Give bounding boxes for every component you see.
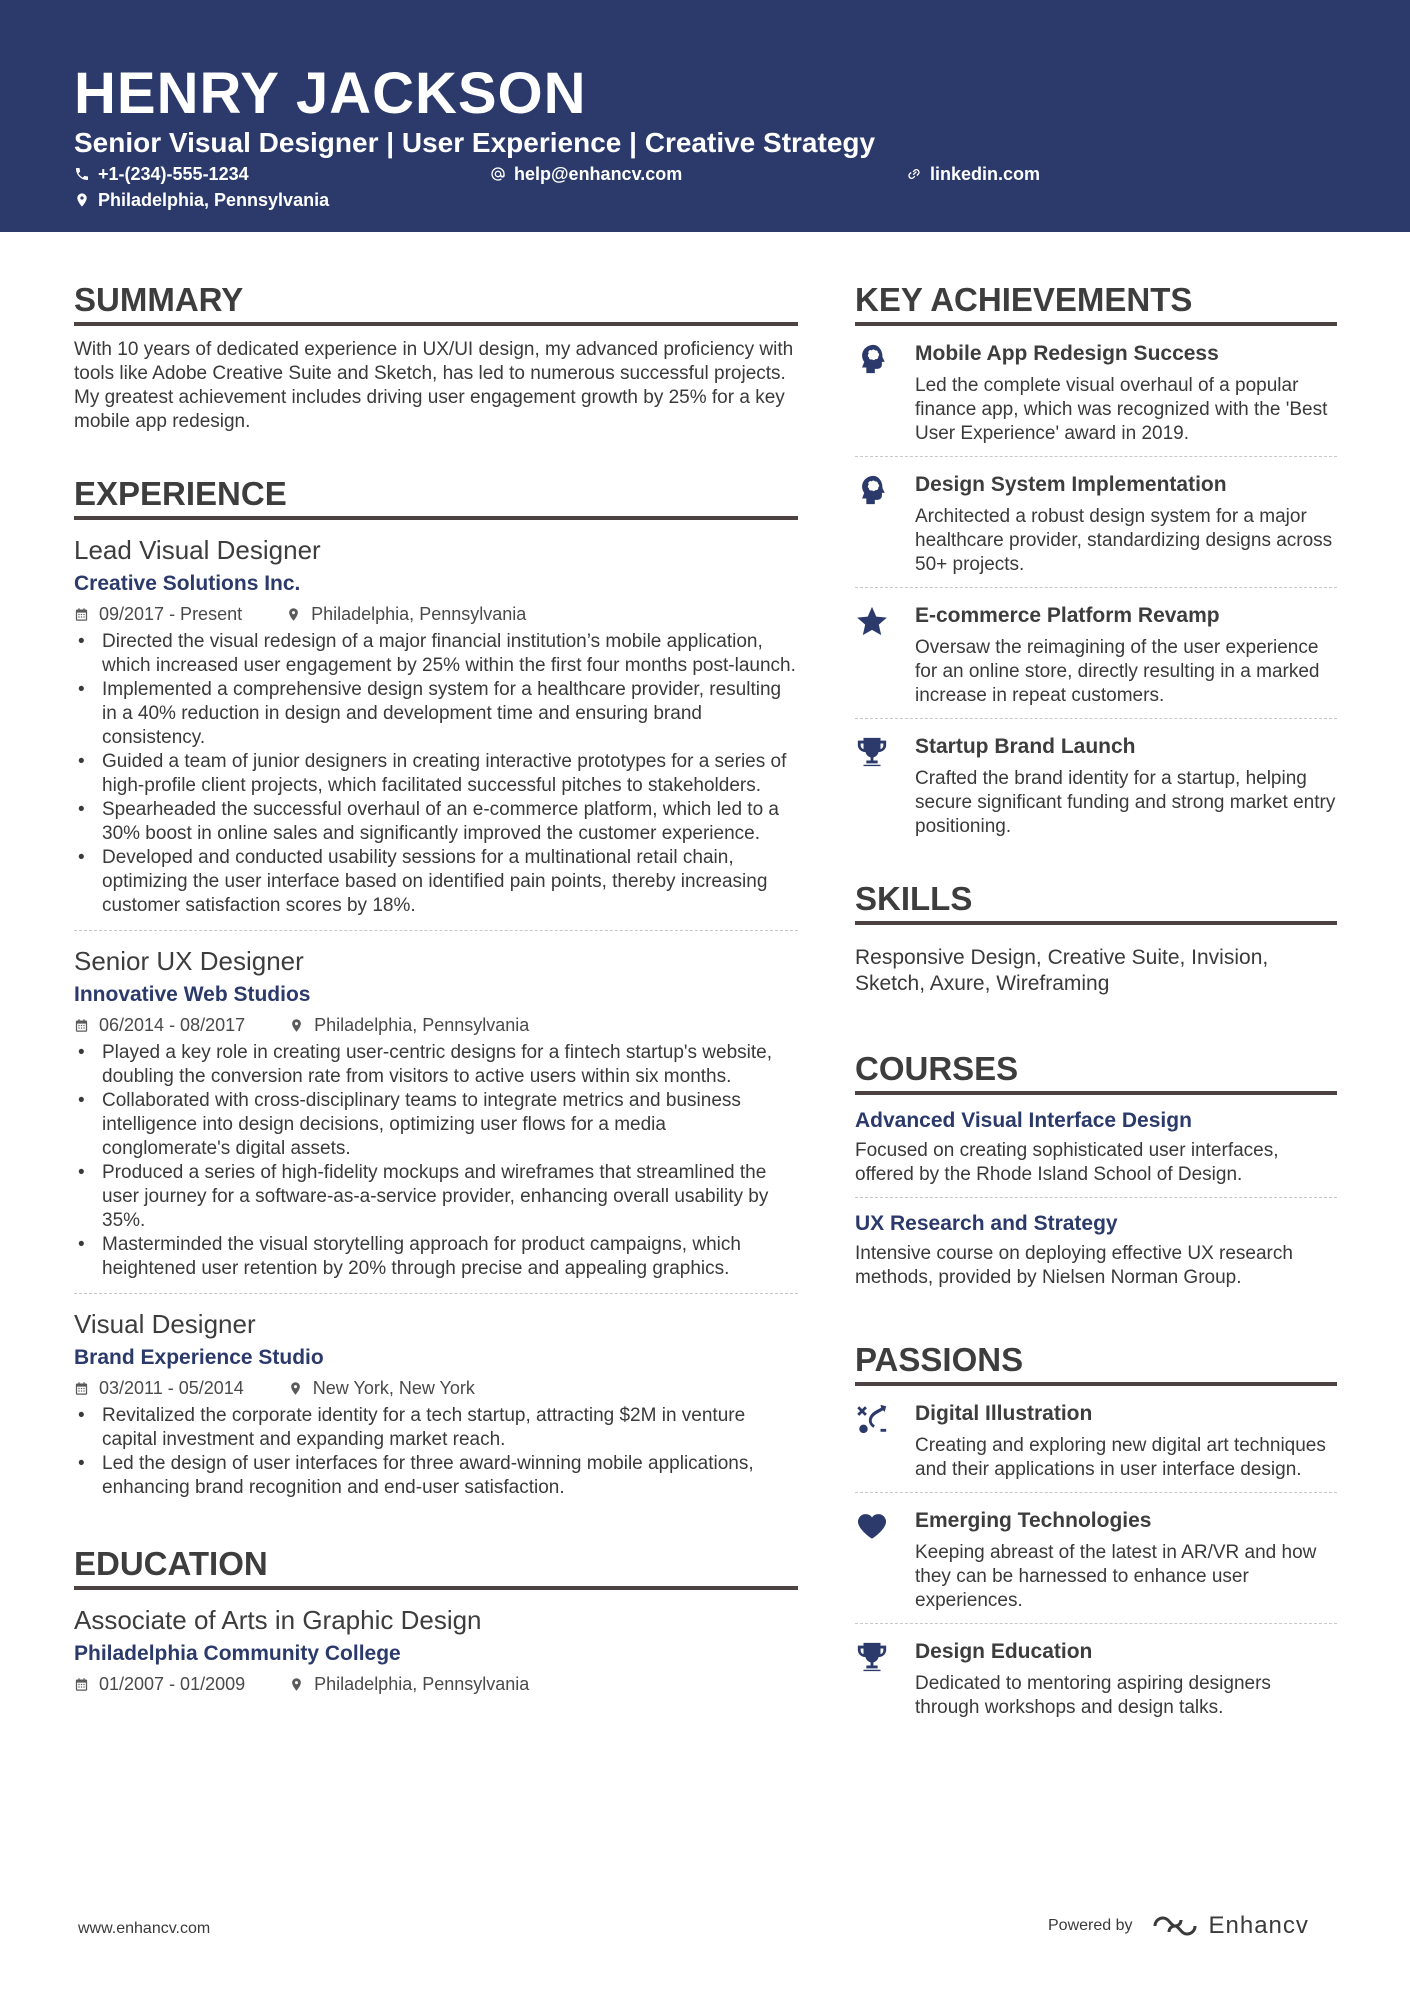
enhancv-logo-icon	[1151, 1914, 1199, 1938]
job-bullet: • Masterminded the visual storytelling approach for product campaigns, which heightened user retention by 20% through precise and appealing graphics.	[74, 1233, 798, 1281]
job-dates: 03/2011 - 05/2014	[99, 1378, 244, 1398]
job-bullet: • Collaborated with cross-disciplinary teams to integrate metrics and business intelligence into design decisions, optimizing user flows for a media conglomerate's digital assets.	[74, 1089, 798, 1161]
brand-name: Enhancv	[1208, 1912, 1309, 1939]
course-title: Advanced Visual Interface Design	[855, 1109, 1192, 1132]
course-item	[855, 1095, 1337, 1198]
item-title: Emerging Technologies	[915, 1509, 1152, 1532]
footer-website[interactable]: www.enhancv.com	[78, 1920, 211, 1937]
item-title: Digital Illustration	[915, 1402, 1093, 1425]
job-location: Philadelphia, Pennsylvania	[314, 1015, 530, 1035]
job-dates: 09/2017 - Present	[99, 604, 243, 624]
calendar-icon	[74, 607, 89, 622]
passion-item	[855, 1493, 1337, 1624]
job-bullet: • Directed the visual redesign of a major financial institution’s mobile application, which increased user engagement by 25% within the first four months post-launch.	[74, 630, 798, 678]
passions-heading: PASSIONS	[855, 1340, 1337, 1386]
contact-email[interactable]	[490, 162, 682, 186]
item-icon-wrap	[855, 471, 915, 577]
education-meta	[74, 1672, 798, 1696]
calendar-icon	[74, 1381, 89, 1396]
item-title: Startup Brand Launch	[915, 735, 1136, 758]
item-icon-wrap	[855, 602, 915, 708]
item-body	[915, 340, 1337, 446]
summary-text: With 10 years of dedicated experience in UX/UI design, my advanced proficiency with tools like Adobe Creative Suite and Sketch, has led to numerous successful projects. My greatest achievement includes driving user engagement growth by 25% for a key mobile app redesign.	[74, 339, 794, 432]
job-location: New York, New York	[312, 1378, 475, 1398]
item-icon-wrap	[855, 340, 915, 446]
experience-section	[74, 474, 798, 1512]
heart-icon	[855, 1509, 889, 1543]
passions-section	[855, 1340, 1337, 1730]
location-text: Philadelphia, Pennsylvania	[98, 190, 330, 210]
email-address: help@enhancv.com	[514, 164, 683, 184]
item-description: Creating and exploring new digital art techniques and their applications in user interface design.	[915, 1435, 1326, 1480]
job-bullet: • Spearheaded the successful overhaul of an e-commerce platform, which led to a 30% boost in online sales and significantly improved the customer experience.	[74, 798, 798, 846]
resume-header	[0, 0, 1410, 232]
brain-head-icon	[855, 342, 889, 376]
trophy-icon	[855, 735, 889, 769]
course-description: Intensive course on deploying effective UX research methods, provided by Nielsen Norman Group.	[855, 1243, 1293, 1288]
skills-section	[855, 879, 1337, 997]
item-description: Crafted the brand identity for a startup, helping secure significant funding and strong market entry positioning.	[915, 768, 1336, 837]
job-bullets	[74, 1041, 798, 1281]
summary-heading: SUMMARY	[74, 280, 798, 326]
job-title: Visual Designer	[74, 1309, 256, 1339]
item-title: Design System Implementation	[915, 473, 1227, 496]
brand-logo	[1151, 1912, 1309, 1940]
job-bullet: • Guided a team of junior designers in creating interactive prototypes for a series of high-profile client projects, which facilitated successful pitches to stakeholders.	[74, 750, 798, 798]
job-bullet: • Played a key role in creating user-centric designs for a fintech startup's website, doubling the conversion rate from visitors to active users within six months.	[74, 1041, 798, 1089]
location-pin-icon	[286, 607, 301, 622]
calendar-icon	[74, 1018, 89, 1033]
powered-by-label: Powered by	[1048, 1917, 1133, 1934]
experience-heading: EXPERIENCE	[74, 474, 798, 520]
item-description: Led the complete visual overhaul of a popular finance app, which was recognized with the 'Best User Experience' award in 2019.	[915, 375, 1328, 444]
linkedin-url: linkedin.com	[930, 164, 1041, 184]
left-column	[74, 280, 798, 1748]
job-bullet: • Revitalized the corporate identity for a tech startup, attracting $2M in venture capital investment and expanding market reach.	[74, 1404, 798, 1452]
job-bullet: • Led the design of user interfaces for three award-winning mobile applications, enhancing brand recognition and end-user satisfaction.	[74, 1452, 798, 1500]
trophy-icon	[855, 1640, 889, 1674]
footer-branding	[1048, 1912, 1309, 1940]
achievement-item	[855, 719, 1337, 849]
job-bullets	[74, 630, 798, 918]
contact-phone[interactable]	[74, 162, 249, 186]
skills-heading: SKILLS	[855, 879, 1337, 925]
item-body	[915, 733, 1337, 839]
company-name: Creative Solutions Inc.	[74, 572, 301, 595]
job-entry	[74, 1294, 798, 1512]
location-pin-icon	[74, 192, 90, 208]
courses-section	[855, 1049, 1337, 1300]
job-title: Senior UX Designer	[74, 946, 304, 976]
item-body	[915, 602, 1337, 708]
education-location: Philadelphia, Pennsylvania	[314, 1674, 530, 1694]
at-sign-icon	[490, 166, 506, 182]
location-pin-icon	[288, 1381, 303, 1396]
item-title: Design Education	[915, 1640, 1093, 1663]
job-meta	[74, 1013, 798, 1037]
job-bullet: • Developed and conducted usability sessions for a multinational retail chain, optimizing the user interface based on identified pain points, thereby increasing customer satisfaction scores by 18%.	[74, 846, 798, 918]
job-bullets	[74, 1404, 798, 1500]
job-bullet: • Implemented a comprehensive design system for a healthcare provider, resulting in a 40% reduction in design and development time and ensuring brand consistency.	[74, 678, 798, 750]
achievement-item	[855, 588, 1337, 719]
item-description: Oversaw the reimagining of the user experience for an online store, directly resulting in a marked increase in repeat customers.	[915, 637, 1320, 706]
education-dates: 01/2007 - 01/2009	[99, 1674, 246, 1694]
courses-heading: COURSES	[855, 1049, 1337, 1095]
job-dates: 06/2014 - 08/2017	[99, 1015, 246, 1035]
location-pin-icon	[289, 1018, 304, 1033]
education-section	[74, 1544, 798, 1708]
achievements-heading: KEY ACHIEVEMENTS	[855, 280, 1337, 326]
education-heading: EDUCATION	[74, 1544, 798, 1590]
skills-text: Responsive Design, Creative Suite, Invision, Sketch, Axure, Wireframing	[855, 946, 1269, 995]
calendar-icon	[74, 1677, 89, 1692]
item-body	[915, 1400, 1337, 1482]
school-name: Philadelphia Community College	[74, 1642, 401, 1665]
item-description: Keeping abreast of the latest in AR/VR and how they can be harnessed to enhance user experiences.	[915, 1542, 1317, 1611]
experience-list	[74, 520, 798, 1512]
item-title: Mobile App Redesign Success	[915, 342, 1219, 365]
job-location: Philadelphia, Pennsylvania	[311, 604, 527, 624]
achievements-section	[855, 280, 1337, 849]
item-body	[915, 1638, 1337, 1720]
company-name: Brand Experience Studio	[74, 1346, 324, 1369]
brain-head-icon	[855, 473, 889, 507]
phone-icon	[74, 166, 90, 182]
contact-location	[74, 188, 329, 212]
phone-number: +1-(234)-555-1234	[98, 164, 249, 184]
degree-title: Associate of Arts in Graphic Design	[74, 1605, 482, 1635]
education-entry	[74, 1590, 798, 1708]
location-pin-icon	[289, 1677, 304, 1692]
link-icon	[906, 166, 922, 182]
candidate-tagline: Senior Visual Designer | User Experience | Creative Strategy	[74, 127, 876, 158]
item-description: Dedicated to mentoring aspiring designers through workshops and design talks.	[915, 1673, 1271, 1718]
achievements-list	[855, 326, 1337, 849]
course-description: Focused on creating sophisticated user interfaces, offered by the Rhode Island School of Design.	[855, 1140, 1279, 1185]
item-icon-wrap	[855, 733, 915, 839]
job-bullet: • Produced a series of high-fidelity mockups and wireframes that streamlined the user journey for a software-as-a-service provider, enhancing overall usability by 35%.	[74, 1161, 798, 1233]
item-icon-wrap	[855, 1400, 915, 1482]
achievement-item	[855, 457, 1337, 588]
item-title: E-commerce Platform Revamp	[915, 604, 1220, 627]
job-meta	[74, 1376, 798, 1400]
item-body	[915, 1507, 1337, 1613]
job-entry	[74, 931, 798, 1294]
passion-item	[855, 1386, 1337, 1493]
star-icon	[855, 604, 889, 638]
contact-linkedin[interactable]	[906, 162, 1040, 186]
passion-item	[855, 1624, 1337, 1730]
job-meta	[74, 602, 798, 626]
passions-list	[855, 1386, 1337, 1730]
candidate-name: HENRY JACKSON	[74, 61, 587, 126]
summary-section	[74, 280, 798, 434]
item-description: Architected a robust design system for a major healthcare provider, standardizing designs across 50+ projects.	[915, 506, 1333, 575]
courses-list	[855, 1095, 1337, 1300]
job-title: Lead Visual Designer	[74, 535, 321, 565]
course-title: UX Research and Strategy	[855, 1212, 1118, 1235]
item-icon-wrap	[855, 1507, 915, 1613]
achievement-item	[855, 326, 1337, 457]
route-path-icon	[855, 1402, 889, 1436]
item-body	[915, 471, 1337, 577]
course-item	[855, 1198, 1337, 1300]
company-name: Innovative Web Studios	[74, 983, 311, 1006]
right-column	[855, 280, 1337, 1770]
job-entry	[74, 520, 798, 931]
item-icon-wrap	[855, 1638, 915, 1720]
